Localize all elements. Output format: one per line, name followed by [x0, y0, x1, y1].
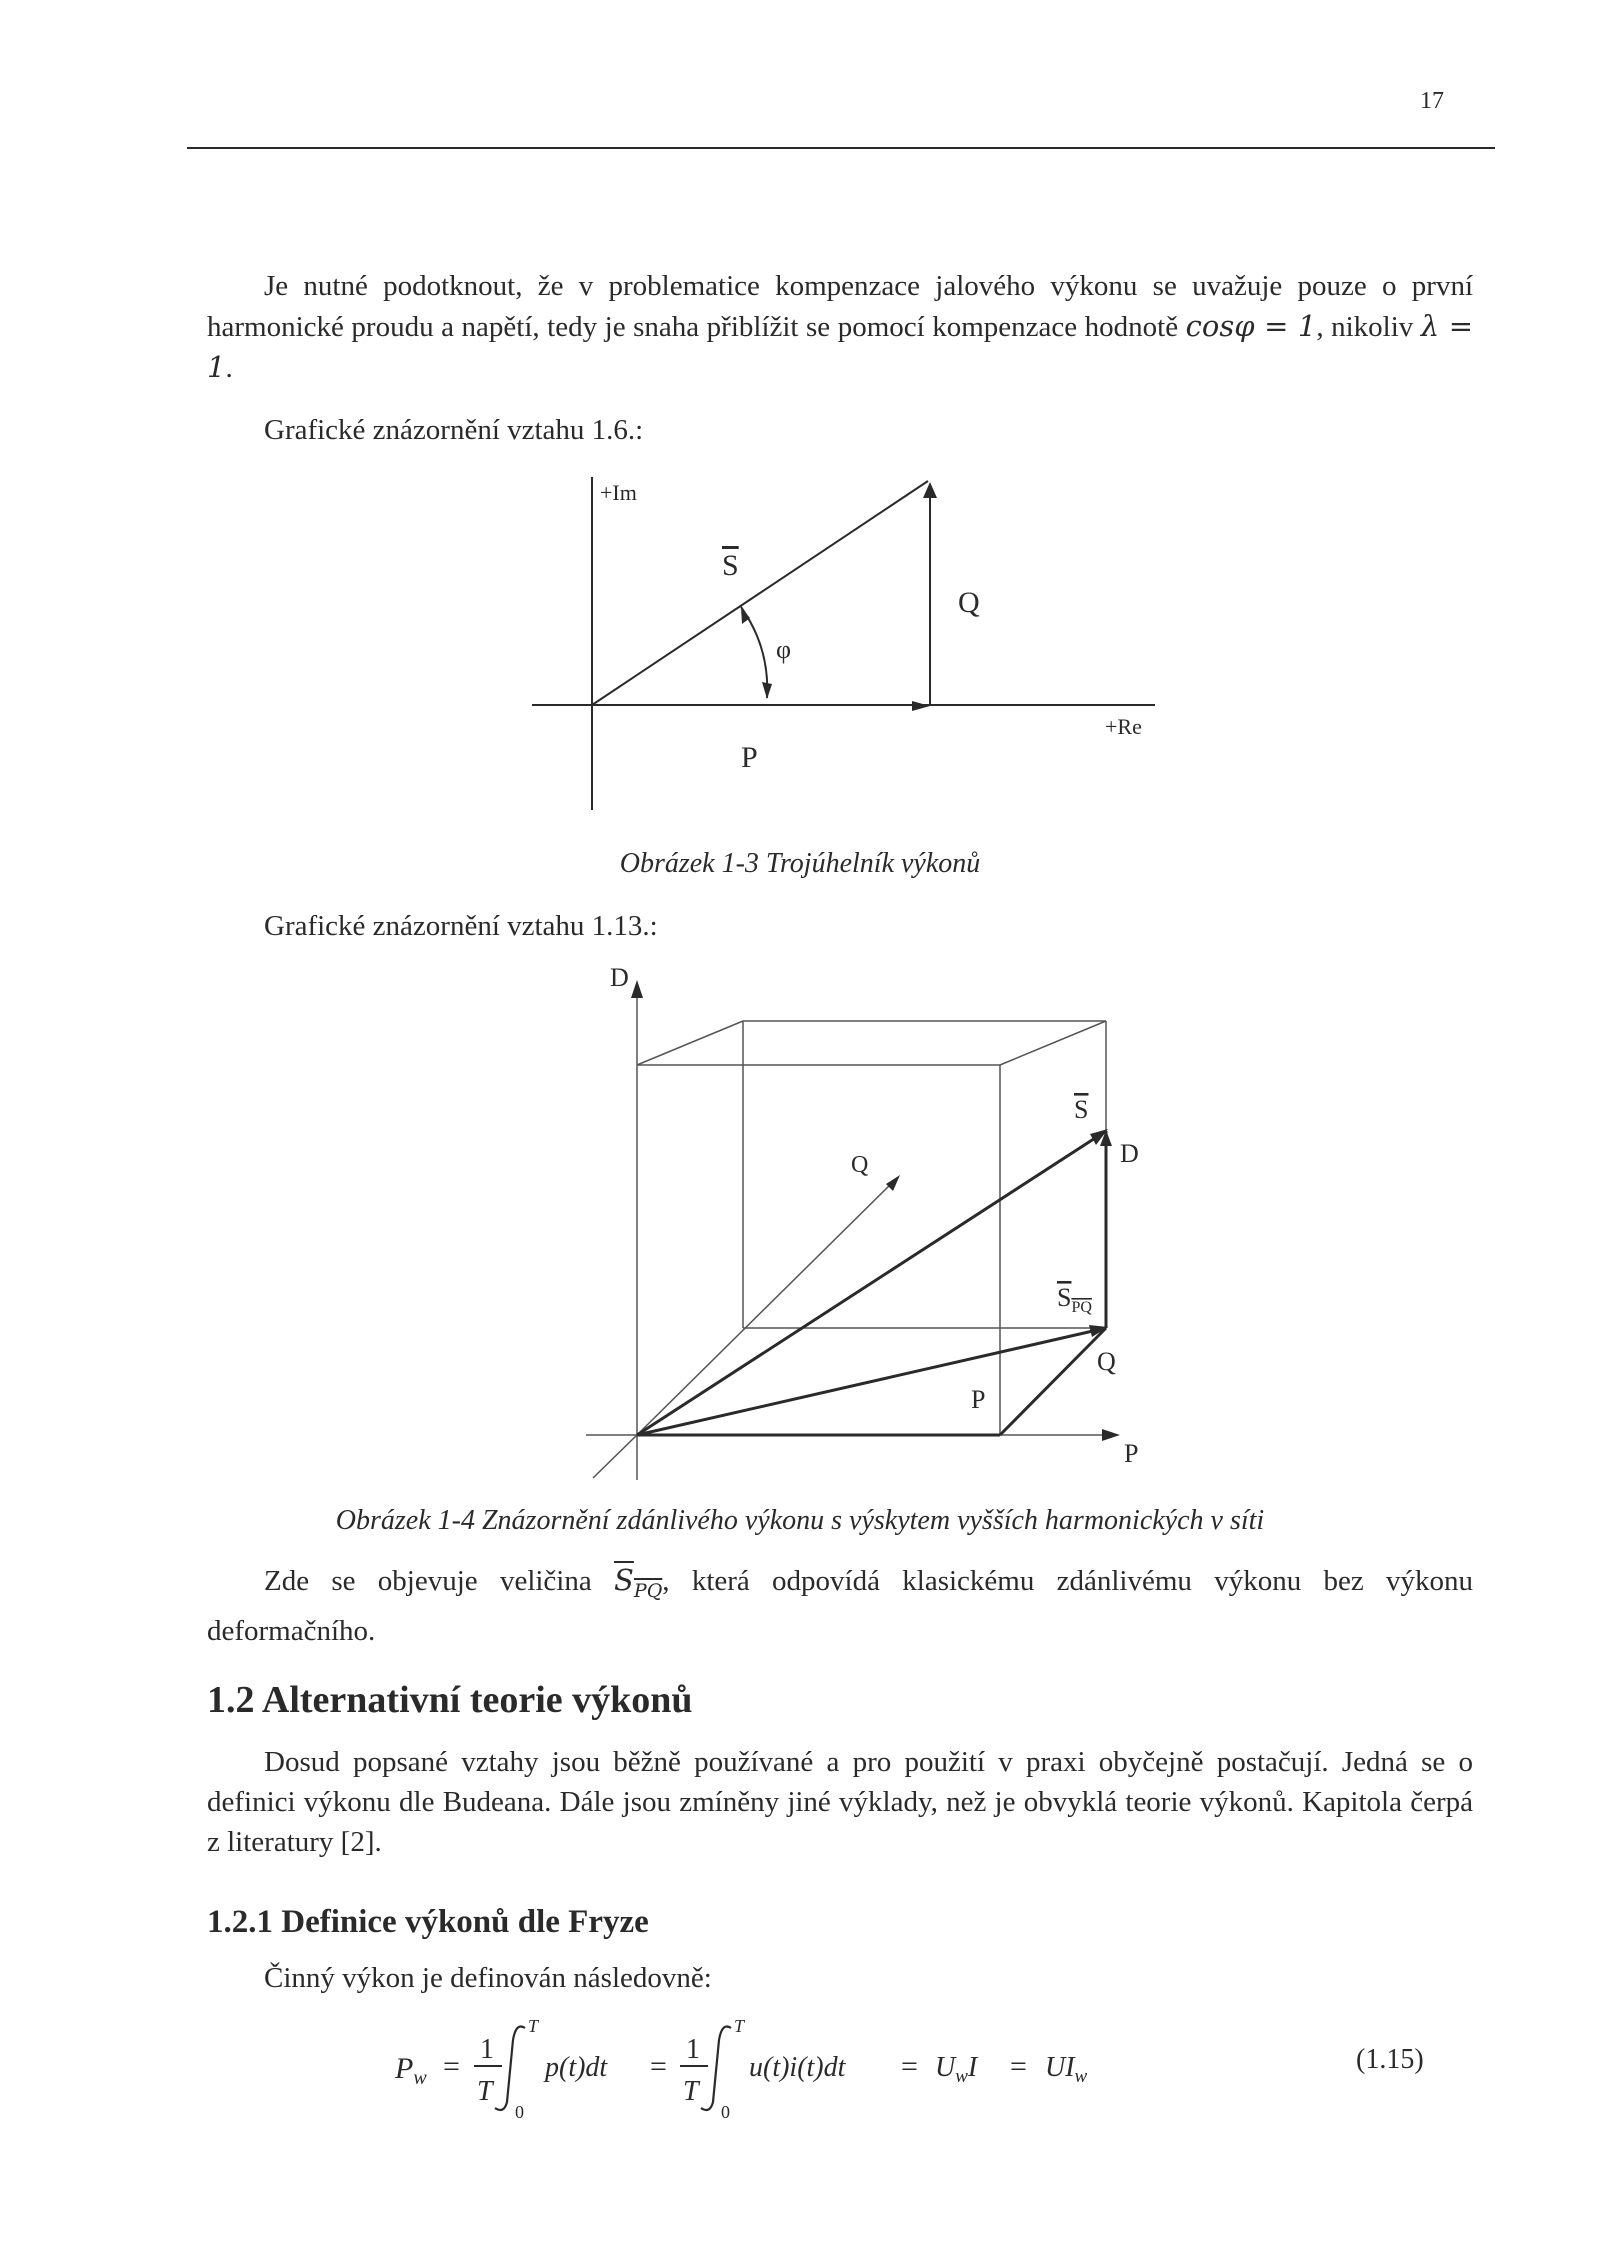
re-axis-label: +Re: [1105, 714, 1142, 739]
cube-top-right: [1000, 1021, 1106, 1065]
eq-frac2-den: T: [683, 2076, 699, 2107]
equation-1-15: [395, 2010, 1155, 2120]
d-label: D: [1120, 1139, 1139, 1168]
paragraph-spq-end: , která odpovídá klasickému zdánlivému výkonu bez výkonu deformačního.: [207, 1565, 1473, 1647]
eq-frac2-num: 1: [686, 2034, 700, 2065]
q-axis-label: Q: [851, 1152, 869, 1178]
p-label: P: [971, 1385, 986, 1414]
eq-term3-sub: w: [955, 2066, 968, 2087]
section-heading-1-2-1: 1.2.1 Definice výkonů dle Fryze: [207, 1904, 649, 1940]
phi-label: φ: [776, 635, 792, 664]
eq-sign-2: =: [650, 2050, 667, 2083]
eq-int2-lower: 0: [721, 2102, 730, 2120]
integral-sign-1: [495, 2027, 525, 2111]
q-vector: [1000, 1328, 1106, 1435]
q-axis-back: [593, 1435, 637, 1478]
paragraph-compensation-mid: , nikoliv: [1316, 311, 1421, 343]
eq-integrand1: p(t)dt: [545, 2052, 608, 2083]
eq-term4: [1045, 2052, 1088, 2087]
s-label: S: [1074, 1095, 1089, 1124]
eq-term4-sub: w: [1074, 2066, 1088, 2087]
s-vector: [637, 1131, 1106, 1435]
spq-symbol: [614, 1563, 663, 1602]
equation-number: (1.15): [1356, 2044, 1424, 2075]
figure2-caption: Obrázek 1-4 Znázornění zdánlivého výkonu s výskytem vyšších harmonických v síti: [335, 1505, 1265, 1536]
paragraph-compensation-text: Je nutné podotknout, že v problematice kompenzace jalového výkonu se uvažuje pouze o první harmonické proudu a napětí, tedy je snaha přiblížit se pomocí kompenzace hodnotě: [207, 270, 1473, 343]
s-label: S: [722, 549, 739, 582]
paragraph-spq-start: Zde se objevuje veličina: [264, 1565, 615, 1597]
eq-lhs: [395, 2052, 427, 2089]
lambda-expression: λ = 1: [207, 309, 1474, 384]
q-axis-arrowhead: [886, 1175, 900, 1191]
eq-term3: [935, 2052, 979, 2087]
eq-int1-lower: 0: [515, 2102, 524, 2120]
paragraph-section-1-2: Dosud popsané vztahy jsou běžně používané a pro použití v praxi obyčejně postačují. Jedná se o definici výkonu dle Budeana. Dále jsou zmíněny jiné výklady, než je obvyklá teorie výkonů. Kapitola čerpá z literatury [2].: [207, 1746, 1473, 1858]
spq-label: [1057, 1283, 1092, 1316]
eq-integrand2: u(t)i(t)dt: [749, 2052, 846, 2083]
cos-phi-expression: cosφ = 1: [1185, 309, 1317, 343]
d-axis-label: D: [610, 963, 629, 992]
eq-frac1-num: 1: [480, 2034, 494, 2065]
integral-sign-2: [701, 2027, 731, 2111]
eq-sign-3: =: [901, 2050, 918, 2083]
eq-frac1-den: T: [477, 2076, 493, 2107]
paragraph-section-1-2-1: Činný výkon je definován následovně:: [264, 1962, 712, 1994]
im-axis-label: +Im: [600, 480, 637, 505]
spq-label-main: S: [1057, 1283, 1072, 1312]
spq-label-sub: PQ: [1071, 1299, 1092, 1316]
eq-term4-main: UI: [1045, 2052, 1075, 2083]
eq-int2-upper: T: [734, 2016, 745, 2036]
section-heading-1-2: 1.2 Alternativní teorie výkonů: [207, 1679, 693, 1721]
q-axis: [637, 1178, 897, 1435]
q-label: Q: [1097, 1347, 1116, 1376]
spq-symbol-sub: PQ: [633, 1579, 663, 1602]
d-axis-arrowhead: [631, 980, 643, 998]
intro-figure2: Grafické znázornění vztahu 1.13.:: [264, 910, 658, 942]
eq-sign-4: =: [1010, 2050, 1027, 2083]
p-axis-label: P: [1124, 1439, 1139, 1468]
eq-lhs-sub: w: [413, 2067, 427, 2089]
eq-term3-rest: I: [967, 2052, 978, 2083]
page-number: 17: [1420, 88, 1444, 114]
eq-term3-main: U: [935, 2052, 956, 2083]
spq-symbol-main: S: [614, 1563, 634, 1597]
paragraph-compensation-end: .: [225, 352, 233, 384]
eq-lhs-main: P: [395, 2052, 414, 2085]
eq-int1-upper: T: [528, 2016, 539, 2036]
p-axis-arrowhead: [1102, 1429, 1120, 1441]
eq-sign-1: =: [443, 2050, 460, 2083]
figure1-caption: Obrázek 1-3 Trojúhelník výkonů: [619, 848, 981, 879]
q-label: Q: [958, 586, 980, 619]
spq-vector: [637, 1328, 1106, 1435]
p-label: P: [741, 741, 758, 774]
cube-top-left: [637, 1021, 743, 1065]
intro-figure1: Grafické znázornění vztahu 1.6.:: [264, 414, 644, 446]
paragraph-spq: [207, 1560, 1473, 1651]
